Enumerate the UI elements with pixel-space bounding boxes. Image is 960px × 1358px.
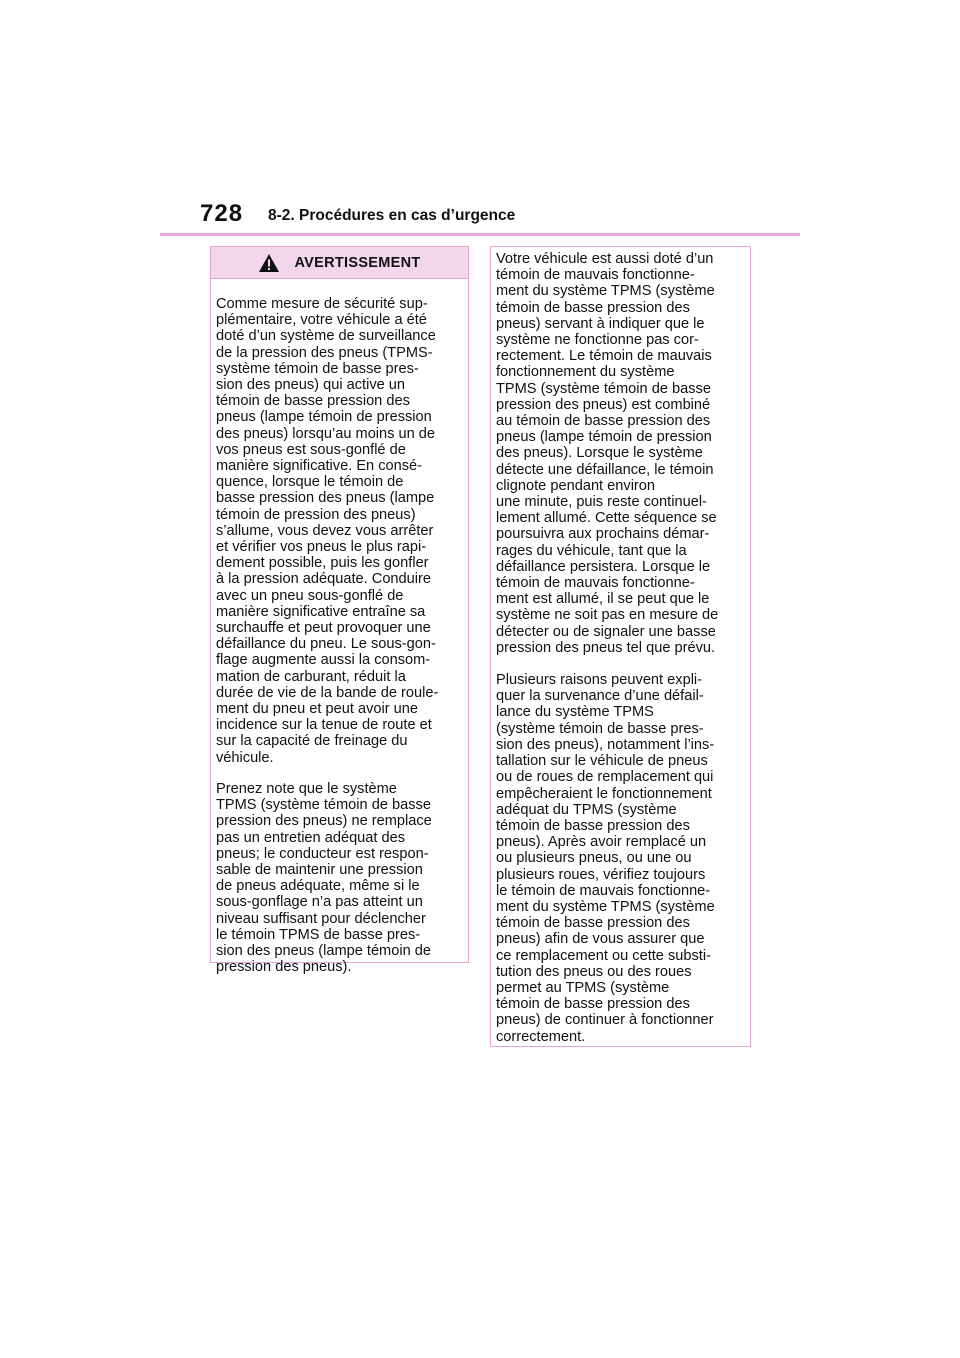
warning-header	[211, 247, 468, 279]
info-paragraph-2: Plusieurs raisons peuvent expli- quer la survenance d’une défail- lance du système TPMS (système témoin de basse pres- sion des pneus), notamment l’ins- tallation sur le véhicule de pneus ou de roues de remplacement qui empêcheraient le fonctionnement adéquat du TPMS (système témoin de basse pression des pneus). Après avoir remplacé un ou plusieurs pneus, ou une ou plusieurs roues, vérifiez toujours le témoin de mauvais fonctionne- ment du système TPMS (système témoin de basse pression des pneus) afin de vous assurer que ce remplacement ou cette substi- tution des pneus ou des roues permet au TPMS (système témoin de basse pression des pneus) de continuer à fonctionner correctement.	[496, 672, 715, 1045]
warning-content	[211, 296, 468, 975]
info-paragraph-1: Votre véhicule est aussi doté d’un témoin de mauvais fonctionne- ment du système TPMS (système témoin de basse pression des pneus) servant à indiquer que le système ne fonctionne pas cor- rectement. Le témoin de mauvais fonctionnement du système TPMS (système témoin de basse pression des pneus) est combiné au témoin de basse pression des pneus (lampe témoin de pression des pneus). Lorsque le système détecte une défaillance, le témoin clignote pendant environ une minute, puis reste continuel- lement allumé. Cette séquence se poursuivra aux prochains démar- rages du véhicule, tant que la défaillance persistera. Lorsque le témoin de mauvais fonctionne- ment est allumé, il se peut que le système ne soit pas en mesure de détecter ou de signaler une basse pression des pneus tel que prévu.	[496, 251, 719, 656]
warning-paragraph-1: Comme mesure de sécurité sup- plémentaire, votre véhicule a été doté d’un système de surveillance de la pression des pneus (TPMS- système témoin de basse pres- sion des pneus) qui active un témoin de basse pression des pneus (lampe témoin de pression des pneus) lorsqu’au moins un de vos pneus est sous-gonflé de manière significative. En consé- quence, lorsque le témoin de basse pression des pneus (lampe témoin de pression des pneus) s’allume, vous devez vous arrêter et vérifier vos pneus le plus rapi- dement possible, puis les gonfler à la pression adéquate. Conduire avec un pneu sous-gonflé de manière significative entraîne sa surchauffe et peut provoquer une défaillance du pneu. Le sous-gon- flage augmente aussi la consom- mation de carburant, réduit la durée de vie de la bande de roule- ment du pneu et peut avoir une incidence sur la tenue de route et sur la capacité de freinage du véhicule.	[216, 296, 439, 766]
warning-triangle-icon	[258, 253, 280, 273]
header-divider	[160, 233, 800, 236]
section-title: 8-2. Procédures en cas d’urgence	[268, 207, 516, 224]
warning-box	[210, 246, 469, 976]
info-box	[490, 246, 751, 1047]
page-number: 728	[200, 200, 244, 227]
warning-title: AVERTISSEMENT	[294, 254, 421, 271]
warning-paragraph-2: Prenez note que le système TPMS (système témoin de basse pression des pneus) ne remplace pas un entretien adéquat des pneus; le conducteur est respon- sable de maintenir une pression de pneus adéquate, même si le sous-gonflage n’a pas atteint un niveau suffisant pour déclencher le témoin TPMS de basse pres- sion des pneus (lampe témoin de pression des pneus).	[216, 780, 432, 976]
